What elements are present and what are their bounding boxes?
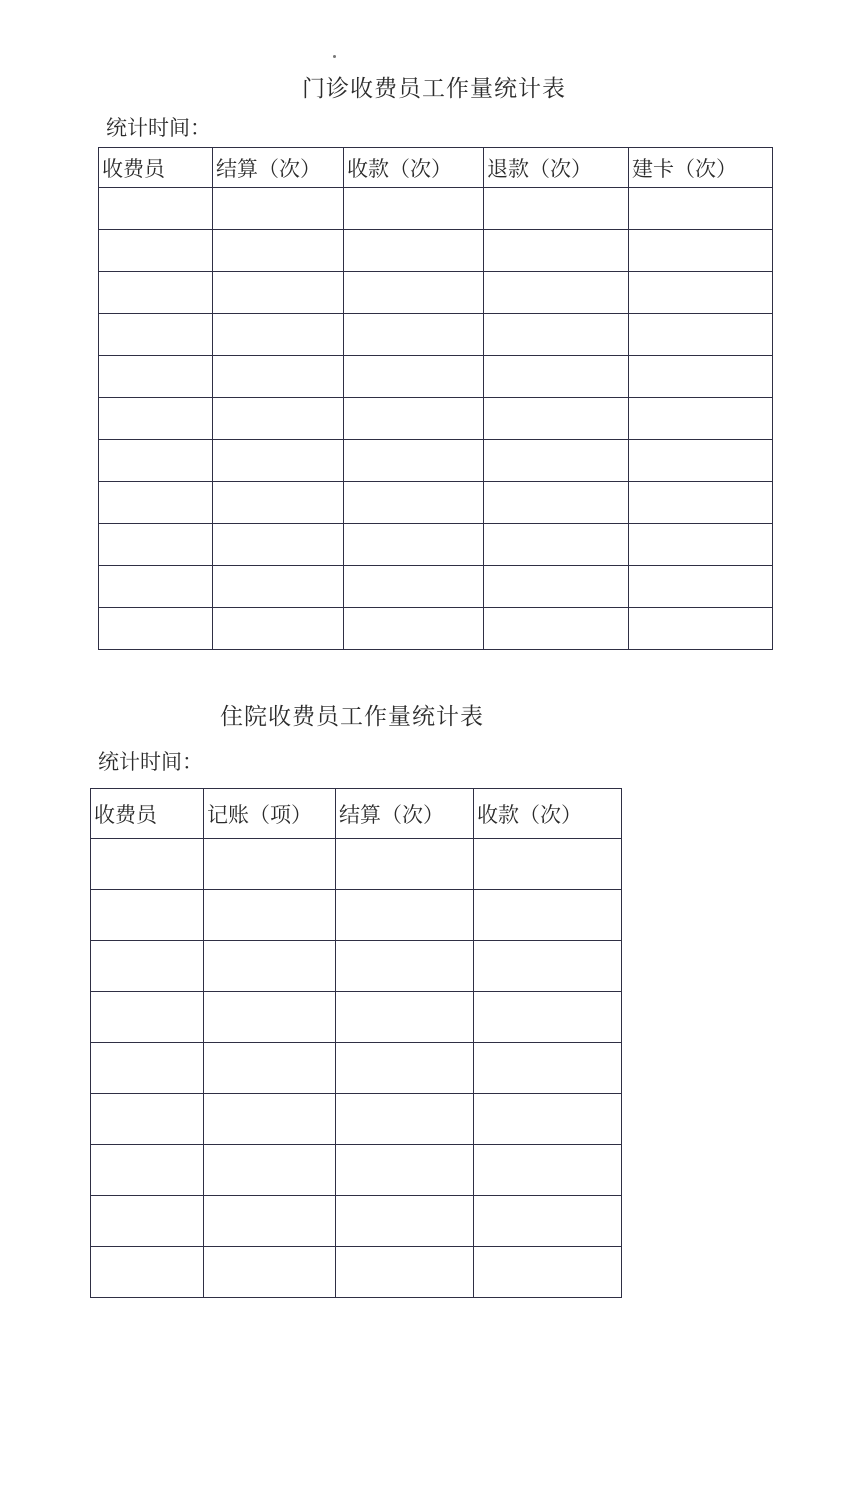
table-row [99,188,773,230]
empty-cell[interactable] [99,188,213,230]
empty-cell[interactable] [91,1043,204,1094]
table-row [99,272,773,314]
header-refund: 退款（次） [484,148,629,188]
empty-cell[interactable] [336,1247,474,1298]
empty-cell[interactable] [213,272,344,314]
empty-cell[interactable] [99,230,213,272]
header-settlement: 结算（次） [213,148,344,188]
empty-cell[interactable] [484,524,629,566]
empty-cell[interactable] [629,608,773,650]
empty-cell[interactable] [91,992,204,1043]
empty-cell[interactable] [629,188,773,230]
empty-cell[interactable] [213,566,344,608]
empty-cell[interactable] [99,524,213,566]
empty-cell[interactable] [204,839,336,890]
empty-cell[interactable] [91,890,204,941]
inpatient-workload-table [90,788,622,1298]
empty-cell[interactable] [484,272,629,314]
empty-cell[interactable] [204,1196,336,1247]
empty-cell[interactable] [213,440,344,482]
empty-cell[interactable] [474,1196,622,1247]
empty-cell[interactable] [213,188,344,230]
empty-cell[interactable] [99,314,213,356]
empty-cell[interactable] [213,398,344,440]
empty-cell[interactable] [213,230,344,272]
empty-cell[interactable] [344,440,484,482]
empty-cell[interactable] [344,356,484,398]
empty-cell[interactable] [99,398,213,440]
empty-cell[interactable] [99,272,213,314]
empty-cell[interactable] [629,272,773,314]
empty-cell[interactable] [484,314,629,356]
empty-cell[interactable] [629,356,773,398]
empty-cell[interactable] [91,1094,204,1145]
empty-cell[interactable] [484,356,629,398]
table-row [91,1043,622,1094]
outpatient-table-title: 门诊收费员工作量统计表 [302,76,566,102]
empty-cell[interactable] [344,608,484,650]
empty-cell[interactable] [336,1094,474,1145]
empty-cell[interactable] [344,314,484,356]
empty-cell[interactable] [204,890,336,941]
empty-cell[interactable] [336,890,474,941]
header-cashier: 收费员 [99,148,213,188]
empty-cell[interactable] [344,524,484,566]
empty-cell[interactable] [474,1094,622,1145]
empty-cell[interactable] [91,839,204,890]
empty-cell[interactable] [474,941,622,992]
table-row [99,566,773,608]
empty-cell[interactable] [484,482,629,524]
empty-cell[interactable] [629,524,773,566]
empty-cell[interactable] [474,890,622,941]
empty-cell[interactable] [474,1043,622,1094]
table-row [99,608,773,650]
empty-cell[interactable] [474,839,622,890]
empty-cell[interactable] [629,566,773,608]
empty-cell[interactable] [484,440,629,482]
empty-cell[interactable] [213,482,344,524]
table-row [91,992,622,1043]
header-bookkeeping: 记账（项） [204,789,336,839]
empty-cell[interactable] [474,992,622,1043]
table-row [99,482,773,524]
table-row [99,440,773,482]
empty-cell[interactable] [204,992,336,1043]
empty-cell[interactable] [336,941,474,992]
table-row [99,314,773,356]
empty-cell[interactable] [99,482,213,524]
table-row [99,356,773,398]
empty-cell[interactable] [484,608,629,650]
empty-cell[interactable] [91,941,204,992]
empty-cell[interactable] [99,566,213,608]
empty-cell[interactable] [91,1247,204,1298]
header-collection: 收款（次） [344,148,484,188]
empty-cell[interactable] [204,1094,336,1145]
empty-cell[interactable] [204,941,336,992]
empty-cell[interactable] [336,992,474,1043]
empty-cell[interactable] [484,230,629,272]
table-row [91,890,622,941]
table-row [91,941,622,992]
header-settlement: 结算（次） [336,789,474,839]
empty-cell[interactable] [213,356,344,398]
empty-cell[interactable] [204,1043,336,1094]
empty-cell[interactable] [484,398,629,440]
empty-cell[interactable] [344,188,484,230]
empty-cell[interactable] [629,230,773,272]
inpatient-table-title: 住院收费员工作量统计表 [220,704,484,730]
empty-cell[interactable] [484,188,629,230]
empty-cell[interactable] [629,482,773,524]
empty-cell[interactable] [213,608,344,650]
empty-cell[interactable] [484,566,629,608]
empty-cell[interactable] [344,566,484,608]
empty-cell[interactable] [213,314,344,356]
inpatient-time-label: 统计时间： [98,750,203,774]
empty-cell[interactable] [336,1196,474,1247]
empty-cell[interactable] [213,524,344,566]
empty-cell[interactable] [336,1145,474,1196]
outpatient-workload-table [98,147,773,650]
empty-cell[interactable] [99,356,213,398]
empty-cell[interactable] [474,1247,622,1298]
empty-cell[interactable] [91,1196,204,1247]
table-row [99,398,773,440]
empty-cell[interactable] [344,272,484,314]
header-cashier: 收费员 [91,789,204,839]
header-card-creation: 建卡（次） [629,148,773,188]
empty-cell[interactable] [344,398,484,440]
empty-cell[interactable] [204,1247,336,1298]
empty-cell[interactable] [474,1145,622,1196]
table-row [99,230,773,272]
empty-cell[interactable] [629,398,773,440]
empty-cell[interactable] [344,230,484,272]
scan-speck [333,55,336,58]
table-row [91,1094,622,1145]
empty-cell[interactable] [99,608,213,650]
empty-cell[interactable] [629,314,773,356]
empty-cell[interactable] [336,1043,474,1094]
empty-cell[interactable] [91,1145,204,1196]
empty-cell[interactable] [204,1145,336,1196]
table-row [91,1145,622,1196]
header-collection: 收款（次） [474,789,622,839]
table-row [91,1196,622,1247]
empty-cell[interactable] [344,482,484,524]
empty-cell[interactable] [99,440,213,482]
table-row [91,1247,622,1298]
table-row [99,524,773,566]
table-row [91,839,622,890]
empty-cell[interactable] [629,440,773,482]
empty-cell[interactable] [336,839,474,890]
outpatient-time-label: 统计时间： [106,116,211,140]
